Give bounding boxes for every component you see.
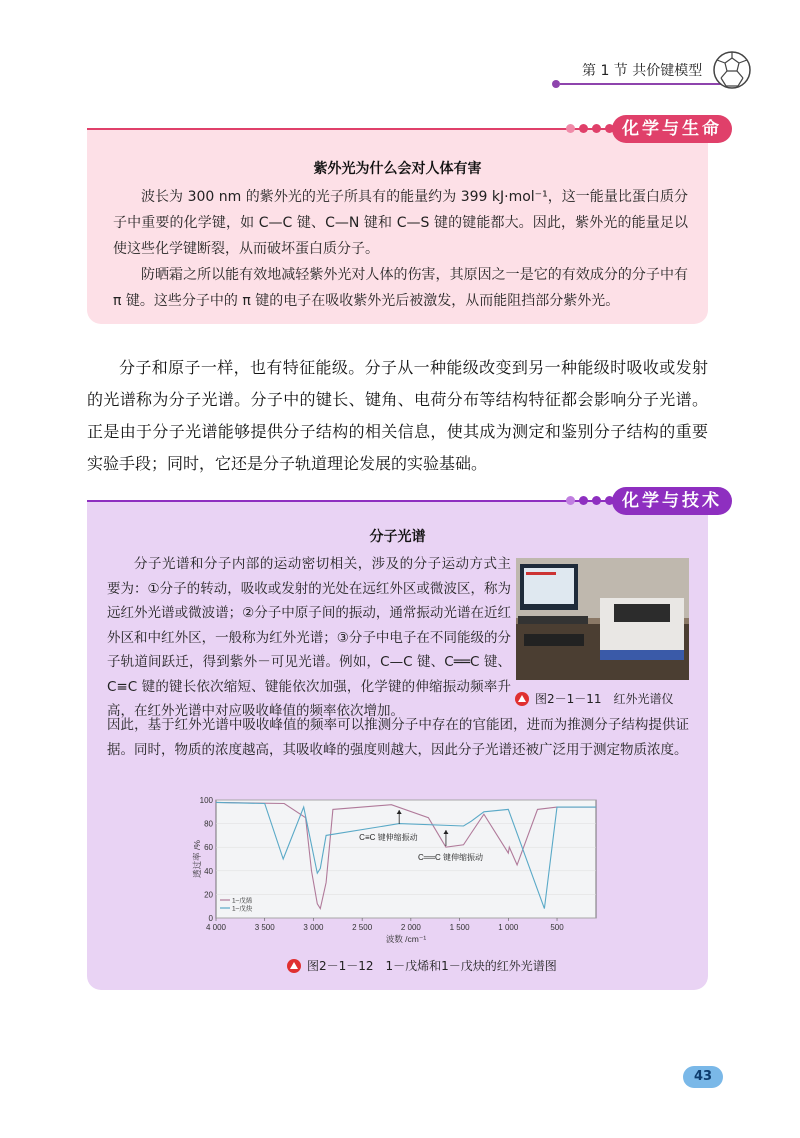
header-rule	[560, 83, 728, 85]
x-tick-label: 1 500	[449, 923, 470, 932]
main-paragraph: 分子和原子一样，也有特征能级。分子从一种能级改变到另一种能级时吸收或发射的光谱称为分子光谱。分子中的键长、键角、电荷分布等结构特征都会影响分子光谱。正是由于分子光谱能够提供分子结构的相关信息，使其成为测定和鉴别分子结构的重要实验手段；同时，它还是分子轨道理论发展的实验基础。	[87, 358, 708, 473]
y-tick-label: 80	[204, 819, 213, 829]
legend-label: 1–戊烯	[232, 897, 253, 905]
box-paragraph: 分子光谱和分子内部的运动密切相关，涉及的分子运动方式主要为：①分子的转动，吸收或发射的光处在远红外区或微波区，称为远红外光谱或微波谱；②分子中原子间的振动，通常振动光谱在近红外区和中红外区，一般称为红外光谱；③分子中电子在不同能级的分子轨道间跃迁，得到紫外－可见光谱。例如，C—C 键、C══C 键、C≡C 键的键长依次缩短、键能依次加强，化学键的伸缩振动频率升高，在红外光谱中对应吸收峰值的频率依次增加。	[107, 556, 511, 719]
box-top-rule	[87, 128, 607, 130]
box-top-rule	[87, 500, 607, 502]
x-tick-label: 2 000	[400, 923, 421, 932]
decor-dots	[566, 496, 614, 505]
box-paragraph: 波长为 300 nm 的紫外光的光子所具有的能量约为 399 kJ·mol⁻¹，这一能量比蛋白质分子中重要的化学键，如 C—C 键、C—N 键和 C—S 键的键能都大。因此，紫外光的能量足以使这些化学键断裂，从而破坏蛋白质分子。	[113, 189, 688, 257]
y-tick-label: 100	[199, 796, 213, 805]
x-tick-label: 2 500	[352, 923, 373, 932]
x-tick-label: 1 000	[498, 923, 519, 932]
decor-dots	[566, 124, 614, 133]
caption-text: 图2－1－12 1－戊烯和1－戊炔的红外光谱图	[307, 959, 557, 973]
header-dot	[552, 80, 560, 88]
plot-area	[216, 800, 596, 918]
section-label: 第 1 节 共价键模型	[582, 63, 703, 79]
y-tick-label: 20	[204, 890, 213, 900]
x-tick-label: 3 500	[254, 923, 275, 932]
caption-text: 图2－1－11 红外光谱仪	[535, 692, 674, 706]
section-tag: 化学与技术	[612, 487, 732, 515]
y-tick-label: 0	[208, 914, 213, 923]
section-tag: 化学与生命	[612, 115, 732, 143]
page-number: 43	[683, 1066, 723, 1088]
chart-caption	[287, 957, 557, 974]
caption-triangle-icon	[287, 959, 301, 973]
x-tick-label: 500	[550, 923, 564, 932]
annotation-label: C≡C 键伸缩振动	[359, 833, 418, 842]
x-tick-label: 3 000	[303, 923, 324, 932]
box-paragraph: 防晒霜之所以能有效地减轻紫外光对人体的伤害，其原因之一是它的有效成分的分子中有 π 键。这些分子中的 π 键的电子在吸收紫外光后被激发，从而能阻挡部分紫外光。	[113, 267, 688, 309]
x-axis-label: 波数 /cm⁻¹	[385, 934, 427, 944]
fullerene-icon	[712, 50, 752, 90]
y-tick-label: 40	[204, 866, 213, 876]
box-title: 分子光谱	[369, 529, 426, 545]
box-title: 紫外光为什么会对人体有害	[313, 161, 482, 177]
box-paragraph: 因此，基于红外光谱中吸收峰值的频率可以推测分子中存在的官能团，进而为推测分子结构提供证据。同时，物质的浓度越高，其吸收峰的强度则越大，因此分子光谱还被广泛用于测定物质浓度。	[107, 717, 689, 758]
y-tick-label: 60	[204, 843, 213, 853]
y-axis-label: 透过率 /%	[192, 840, 202, 878]
x-tick-label: 4 000	[205, 923, 227, 932]
photo-caption	[515, 690, 674, 707]
ir-spectrum-chart	[190, 792, 600, 957]
legend-label: 1–戊炔	[232, 905, 253, 913]
ir-spectrometer-photo	[516, 558, 689, 680]
caption-triangle-icon	[515, 692, 529, 706]
chemistry-life-box	[87, 128, 708, 324]
annotation-label: C══C 键伸缩振动	[417, 853, 484, 862]
